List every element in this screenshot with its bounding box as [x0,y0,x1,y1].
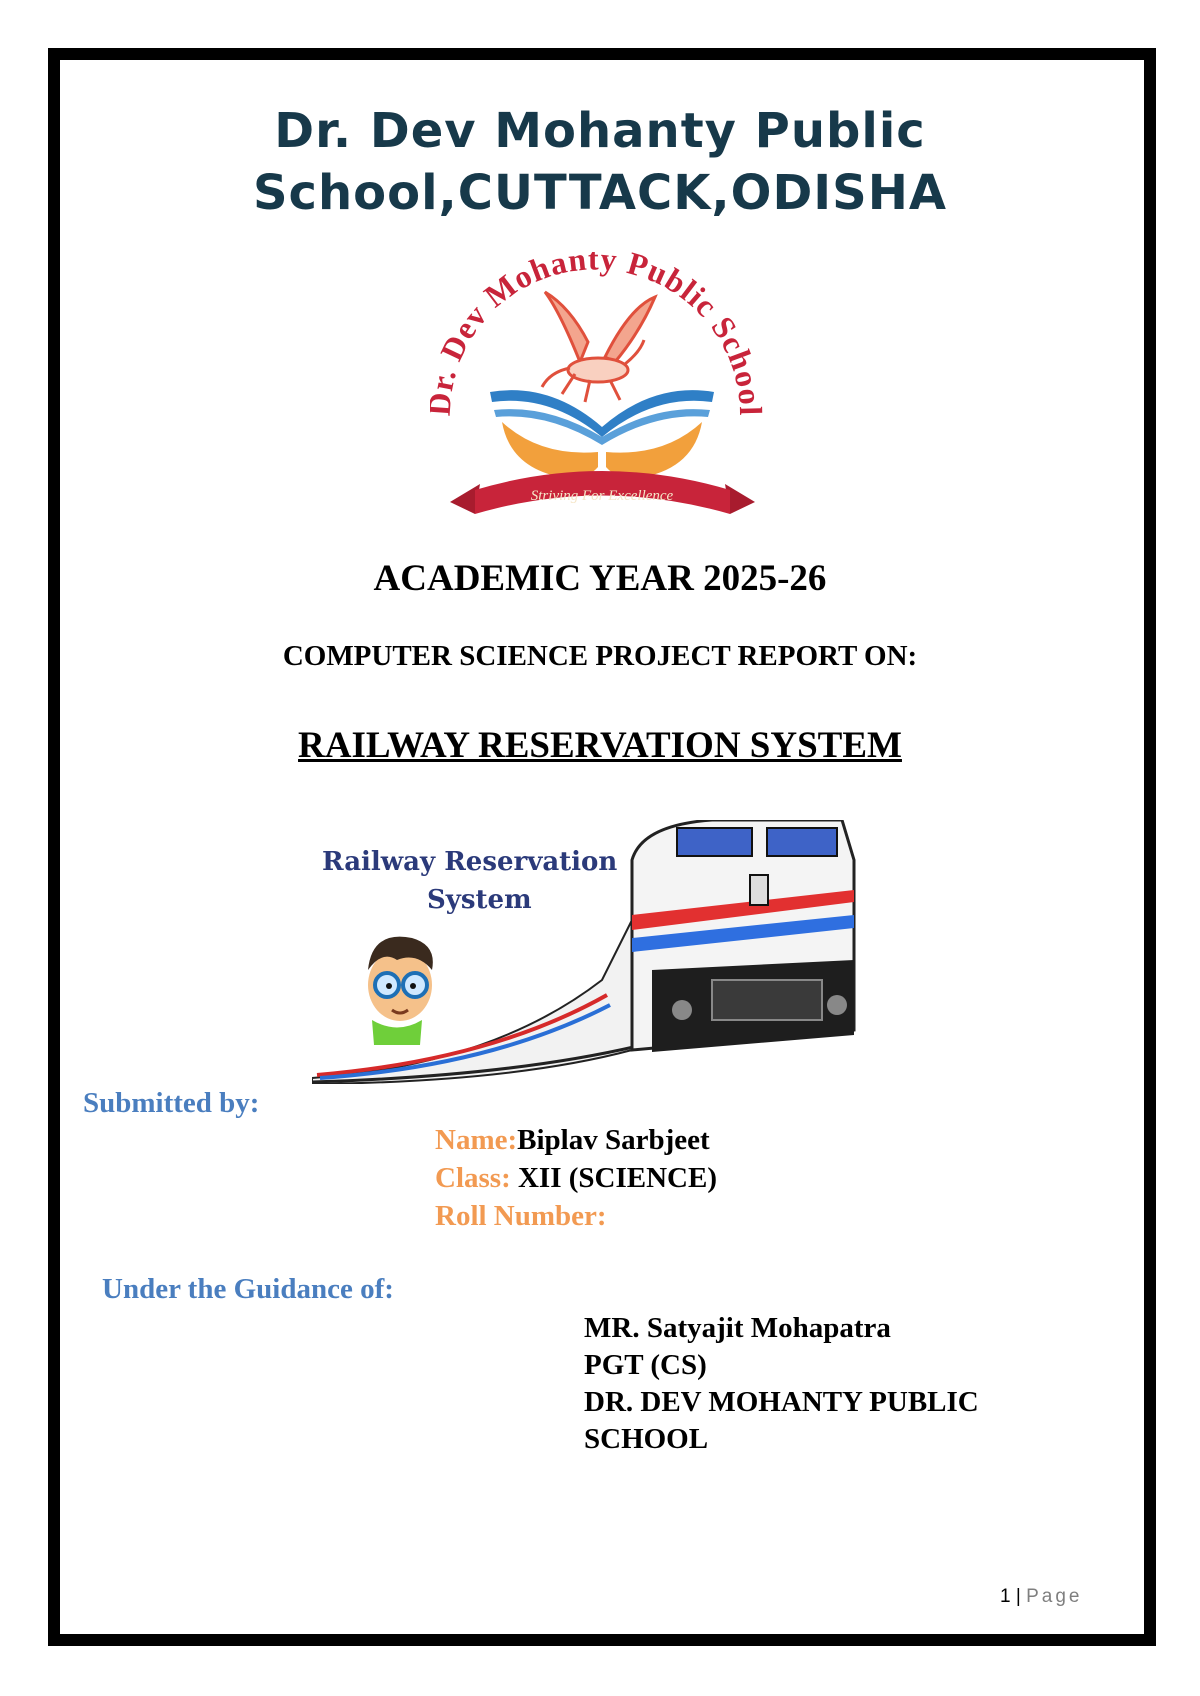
train-illustration-graphic [312,820,908,1084]
book-icon [490,390,714,445]
school-logo [430,252,775,530]
student-class: XII (SCIENCE) [510,1162,717,1194]
school-logo-graphic [430,252,775,530]
page-separator: | [1010,1586,1027,1607]
report-label: COMPUTER SCIENCE PROJECT REPORT ON: [282,640,918,672]
guide-school-line-1: DR. DEV MOHANTY PUBLIC [584,1386,979,1418]
school-title [60,100,1140,224]
guide-school-line-2: SCHOOL [584,1423,709,1455]
class-label: Class: [435,1162,511,1194]
submitted-by-heading: Submitted by: [83,1087,260,1119]
guidance-heading: Under the Guidance of: [102,1273,394,1305]
student-roll-line [435,1197,717,1235]
guide-designation: PGT (CS) [584,1349,707,1381]
train-illustration [312,820,908,1084]
school-title-line-1: Dr. Dev Mohanty Public [274,103,926,159]
student-name: Biplav Sarbjeet [517,1124,710,1156]
page-number: 1 [1000,1586,1011,1607]
guide-name: MR. Satyajit Mohapatra [584,1312,891,1344]
student-details [435,1121,717,1235]
student-name-line [435,1121,717,1159]
roll-number-label: Roll Number: [435,1200,607,1232]
name-label: Name: [435,1124,518,1156]
page-word: Page [1026,1586,1083,1607]
project-title: RAILWAY RESERVATION SYSTEM [298,725,902,766]
academic-year: ACADEMIC YEAR 2025-26 [373,558,827,599]
illustration-title-line-1: Railway Reservation [322,847,618,877]
student-class-line [435,1159,717,1197]
guide-details [584,1310,979,1458]
logo-motto: Striving For Excellence [530,488,674,504]
pegasus-icon [542,292,655,402]
train-carriages [312,920,642,1084]
school-title-line-2: School,CUTTACK,ODISHA [252,165,948,221]
motto-ribbon [450,471,755,514]
cartoon-boy-icon [368,937,433,1045]
page-footer [1000,1586,1082,1608]
locomotive-icon [632,820,854,1052]
logo-arc-text: Dev Mohanty Public School [432,252,770,417]
illustration-title-line-2: System [427,885,532,915]
